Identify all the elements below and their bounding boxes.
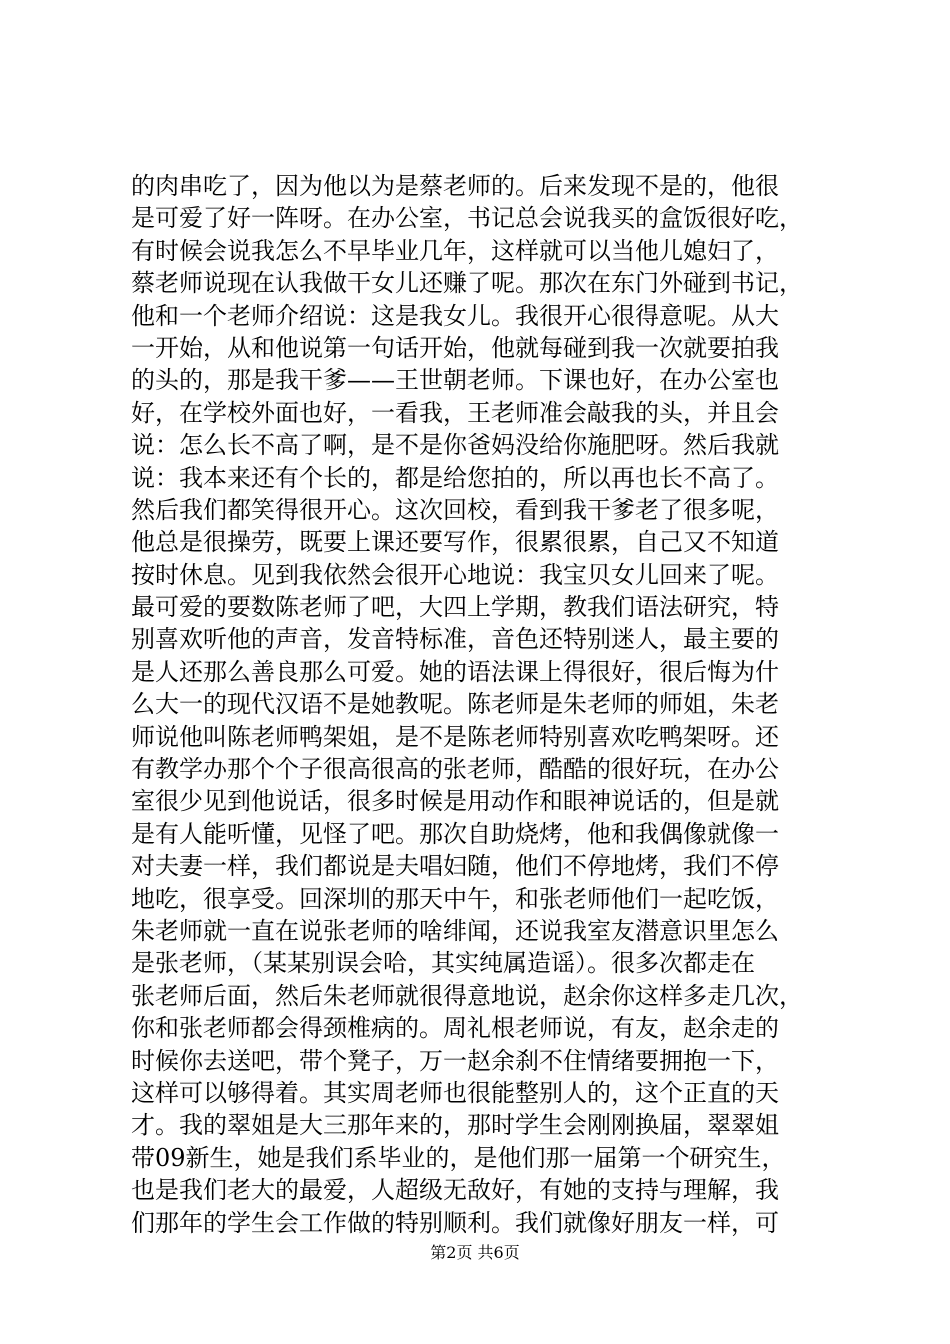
text-line: 然后我们都笑得很开心。这次回校，看到我干爹老了很多呢， — [131, 495, 779, 524]
text-line: 朱老师就一直在说张老师的啥绯闻，还说我室友潜意识里怎么 — [131, 916, 779, 945]
text-line: 是张老师，（某某别误会哈，其实纯属造谣）。很多次都走在 — [131, 949, 755, 978]
text-line: 才。我的翠姐是大三那年来的，那时学生会刚刚换届，翠翠姐 — [131, 1111, 779, 1140]
text-line: 他和一个老师介绍说：这是我女儿。我很开心很得意呢。从大 — [131, 301, 779, 330]
text-line: 说：怎么长不高了啊，是不是你爸妈没给你施肥呀。然后我就 — [131, 431, 779, 460]
text-line: 是有人能听懂，见怪了吧。那次自助烧烤，他和我偶像就像一 — [131, 819, 779, 848]
text-line: 对夫妻一样，我们都说是夫唱妇随，他们不停地烤，我们不停 — [131, 852, 779, 881]
text-line: 张老师后面，然后朱老师就很得意地说，赵余你这样多走几次， — [131, 981, 803, 1010]
text-line: 带09新生，她是我们系毕业的，是他们那一届第一个研究生， — [131, 1143, 786, 1172]
text-line: 别喜欢听他的声音，发音特标准，音色还特别迷人，最主要的 — [131, 625, 779, 654]
text-line: 么大一的现代汉语不是她教呢。陈老师是朱老师的师姐，朱老 — [131, 690, 779, 719]
text-line: 说：我本来还有个长的，都是给您拍的，所以再也长不高了。 — [131, 463, 779, 492]
text-line: 最可爱的要数陈老师了吧，大四上学期，教我们语法研究，特 — [131, 593, 779, 622]
text-line: 的肉串吃了，因为他以为是蔡老师的。后来发现不是的，他很 — [131, 172, 779, 200]
text-line: 他总是很操劳，既要上课还要写作，很累很累，自己又不知道 — [131, 528, 779, 557]
text-line: 也是我们老大的最爱，人超级无敌好，有她的支持与理解，我 — [131, 1176, 779, 1205]
text-line: 好，在学校外面也好，一看我，王老师准会敲我的头，并且会 — [131, 398, 779, 427]
text-line: 时候你去送吧，带个凳子，万一赵余刹不住情绪要拥抱一下， — [131, 1046, 779, 1075]
text-line: 你和张老师都会得颈椎病的。周礼根老师说，有友，赵余走的 — [131, 1014, 779, 1043]
text-line: 一开始，从和他说第一句话开始，他就每碰到我一次就要拍我 — [131, 333, 779, 362]
text-line: 蔡老师说现在认我做干女儿还赚了呢。那次在东门外碰到书记， — [131, 269, 803, 298]
text-line: 这样可以够得着。其实周老师也很能整别人的，这个正直的天 — [131, 1078, 779, 1107]
page-footer — [0, 1242, 950, 1264]
text-line: 有教学办那个个子很高很高的张老师，酷酷的很好玩，在办公 — [131, 755, 779, 784]
text-line: 是可爱了好一阵呀。在办公室，书记总会说我买的盒饭很好吃， — [131, 204, 803, 233]
text-line: 室很少见到他说话，很多时候是用动作和眼神说话的，但是就 — [131, 787, 779, 816]
text-line: 们那年的学生会工作做的特别顺利。我们就像好朋友一样，可 — [131, 1208, 779, 1237]
body-text — [131, 170, 831, 1239]
text-line: 师说他叫陈老师鸭架姐，是不是陈老师特别喜欢吃鸭架呀。还 — [131, 722, 779, 751]
text-line: 的头的，那是我干爹——王世朝老师。下课也好，在办公室也 — [131, 366, 779, 395]
page-number-label: 第2页 共6页 — [430, 1243, 520, 1262]
text-line: 地吃，很享受。回深圳的那天中午，和张老师他们一起吃饭， — [131, 884, 779, 913]
text-line: 有时候会说我怎么不早毕业几年，这样就可以当他儿媳妇了， — [131, 236, 779, 265]
text-line: 按时休息。见到我依然会很开心地说：我宝贝女儿回来了呢。 — [131, 560, 779, 589]
text-line: 是人还那么善良那么可爱。她的语法课上得很好，很后悔为什 — [131, 657, 779, 686]
